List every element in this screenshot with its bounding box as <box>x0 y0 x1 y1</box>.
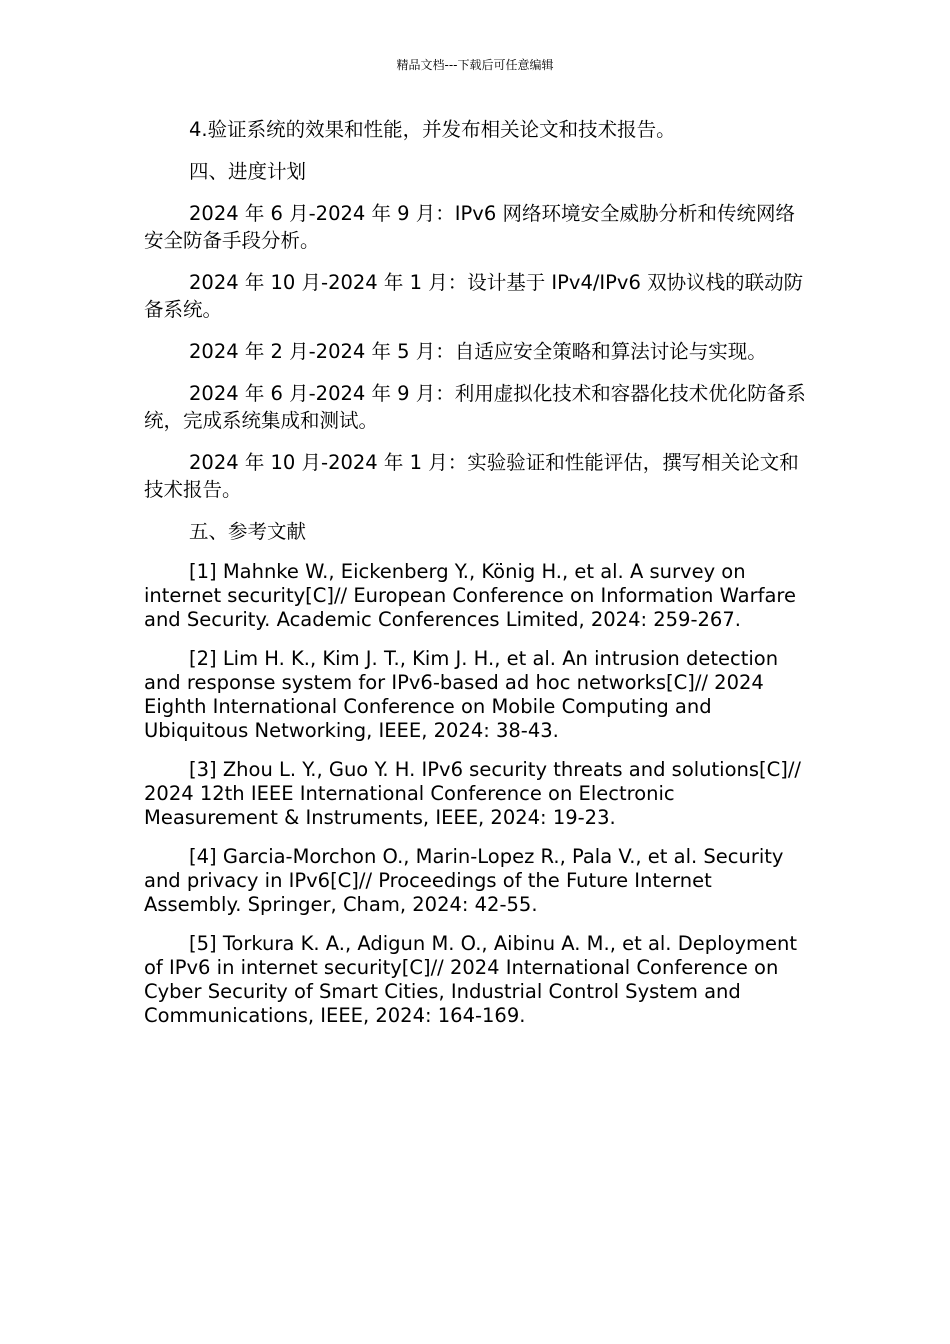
schedule-item-2: 2024 年 10 月-2024 年 1 月：设计基于 IPv4/IPv6 双协议栈的联动防备系统。 <box>144 271 804 321</box>
reference-item: [5] Torkura K. A., Adigun M. O., Aibinu A. M., et al. Deployment of IPv6 in internet security[C]// 2024 International Conference on Cyber Security of Smart Cities, Industrial Control System and Communications, IEEE, 2024: 164-169. <box>144 932 797 1027</box>
page-header: 精品文档---下载后可任意编辑 <box>396 58 554 72</box>
document-body <box>144 116 809 1043</box>
reference-item: [4] Garcia-Morchon O., Marin-Lopez R., Pala V., et al. Security and privacy in IPv6[C]// Proceedings of the Future Internet Assembly. Springer, Cham, 2024: 42-55. <box>144 845 784 916</box>
reference-item: [3] Zhou L. Y., Guo Y. H. IPv6 security threats and solutions[C]// 2024 12th IEEE International Conference on Electronic Measurement & Instruments, IEEE, 2024: 19-23. <box>144 758 802 829</box>
schedule-item-3: 2024 年 2 月-2024 年 5 月：自适应安全策略和算法讨论与实现。 <box>189 340 767 363</box>
section-heading-schedule: 四、进度计划 <box>189 160 307 183</box>
reference-item: [1] Mahnke W., Eickenberg Y., König H., et al. A survey on internet security[C]// European Conference on Information Warfare and Security. Academic Conferences Limited, 2024: 259-267. <box>144 560 796 631</box>
schedule-item-4: 2024 年 6 月-2024 年 9 月：利用虚拟化技术和容器化技术优化防备系统，完成系统集成和测试。 <box>144 382 806 432</box>
schedule-item-5: 2024 年 10 月-2024 年 1 月：实验验证和性能评估，撰写相关论文和技术报告。 <box>144 451 799 501</box>
schedule-item-1: 2024 年 6 月-2024 年 9 月：IPv6 网络环境安全威胁分析和传统网络安全防备手段分析。 <box>144 202 795 252</box>
reference-item: [2] Lim H. K., Kim J. T., Kim J. H., et al. An intrusion detection and response system for IPv6-based ad hoc networks[C]// 2024 Eighth International Conference on Mobile Computing and Ubiquitous Networking, IEEE, 2024: 38-43. <box>144 647 779 742</box>
section-heading-references: 五、参考文献 <box>189 520 307 543</box>
paragraph-verify-system: 4.验证系统的效果和性能，并发布相关论文和技术报告。 <box>189 118 676 141</box>
